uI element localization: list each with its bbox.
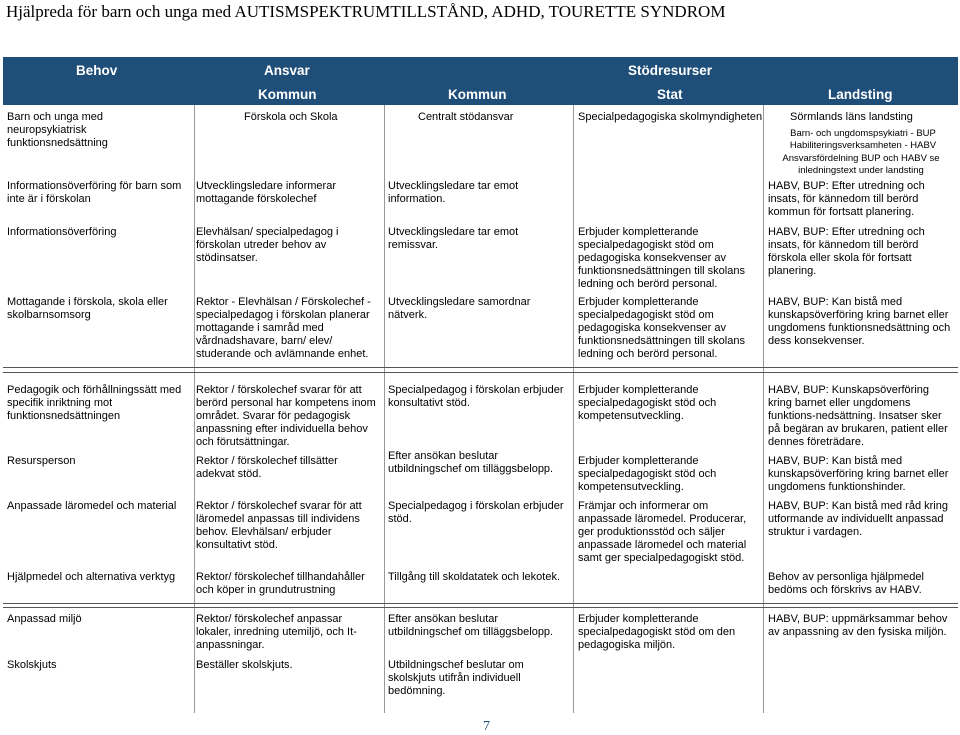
- row-4-forskola-skola: Rektor / förskolechef svarar för att berörd personal har kompetens inom området. Svarar för pedagogisk anpassning efter individuella behov och förutsättningar.: [196, 384, 376, 448]
- header-kommun-1: Kommun: [258, 87, 317, 102]
- row-1-centralt-stodansvar: Utvecklingsledare tar emot information.: [388, 180, 519, 205]
- row-7-behov: Hjälpmedel och alternativa verktyg: [7, 571, 176, 583]
- row-8-forskola-skola: Rektor/ förskolechef anpassar lokaler, inredning utemiljö, och It-anpassningar.: [196, 613, 357, 651]
- page-number: 7: [483, 719, 490, 734]
- row-5-landsting: HABV, BUP: Kan bistå med kunskapsöverföring kring barnet eller ungdomens funktionshinder.: [768, 455, 949, 493]
- row-6-forskola-skola: Rektor / förskolechef svarar för att läromedel anpassas till individens behov. Elevhälsan/ erbjuder konsultativt stöd.: [196, 500, 362, 551]
- subheader-landsting-note-1: Barn- och ungdomspsykiatri - BUP Habiliteringsverksamheten - HABV: [789, 128, 937, 151]
- subheader-forskola-skola: Förskola och Skola: [244, 111, 338, 123]
- column-divider: [194, 105, 195, 713]
- subheader-centralt-stodansvar: Centralt stödansvar: [418, 111, 514, 123]
- page-title: Hjälpreda för barn och unga med AUTISMSPEKTRUMTILLSTÅND, ADHD, TOURETTE SYNDROM: [6, 2, 726, 21]
- row-2-landsting: HABV, BUP: Efter utredning och insats, för kännedom till berörd förskola eller skola för fortsatt planering.: [768, 226, 925, 277]
- section-divider: [3, 607, 958, 608]
- subheader-target-group: Barn och unga med neuropsykiatrisk funktionsnedsättning: [7, 111, 108, 149]
- row-4-spsm: Erbjuder kompletterande specialpedagogiskt stöd och kompetensutveckling.: [578, 384, 717, 422]
- row-8-behov: Anpassad miljö: [7, 613, 82, 625]
- section-divider: [3, 603, 958, 604]
- row-5-behov: Resursperson: [7, 455, 76, 467]
- row-2-spsm: Erbjuder kompletterande specialpedagogiskt stöd om pedagogiska konsekvenser av funktionsnedsättningen till skolans ledning och berörd personal.: [578, 226, 745, 290]
- row-3-spsm: Erbjuder kompletterande specialpedagogiskt stöd om pedagogiska konsekvenser av funktionsnedsättningen till skolans ledning och berörd personal.: [578, 296, 745, 360]
- row-6-landsting: HABV, BUP: Kan bistå med råd kring utformande av individuellt anpassad struktur i vardagen.: [768, 500, 948, 538]
- row-5-centralt-stodansvar: Efter ansökan beslutar utbildningschef om tilläggsbelopp.: [388, 450, 554, 475]
- header-row-primary: [3, 57, 958, 81]
- row-8-spsm: Erbjuder kompletterande specialpedagogiskt stöd om den pedagogiska miljön.: [578, 613, 736, 651]
- row-9-behov: Skolskjuts: [7, 659, 57, 671]
- row-3-forskola-skola: Rektor - Elevhälsan / Förskolechef - specialpedagog i förskolan planerar mottagande i samråd med vårdnadshavare, barn/ elev/ studerande och avlämnande enhet.: [196, 296, 371, 360]
- row-6-spsm: Främjar och informerar om anpassade läromedel. Producerar, ger produktionsstöd och säljer anpassade läromedel och material samt ger specialpedagogiskt stöd.: [578, 500, 747, 564]
- row-7-centralt-stodansvar: Tillgång till skoldatatek och lekotek.: [388, 571, 561, 583]
- row-2-forskola-skola: Elevhälsan/ specialpedagog i förskolan utreder behov av stödinsatser.: [196, 226, 339, 264]
- row-6-centralt-stodansvar: Specialpedagog i förskolan erbjuder stöd.: [388, 500, 564, 525]
- row-1-landsting: HABV, BUP: Efter utredning och insats, för kännedom till berörd kommun för fortsatt planering.: [768, 180, 925, 218]
- section-divider: [3, 367, 958, 368]
- row-2-centralt-stodansvar: Utvecklingsledare tar emot remissvar.: [388, 226, 519, 251]
- column-divider: [763, 105, 764, 713]
- header-ansvar: Ansvar: [264, 63, 310, 78]
- subheader-landsting: Sörmlands läns landsting: [790, 111, 913, 123]
- row-6-behov: Anpassade läromedel och material: [7, 500, 177, 512]
- header-kommun-2: Kommun: [448, 87, 507, 102]
- row-8-landsting: HABV, BUP: uppmärksammar behov av anpassning av den fysiska miljön.: [768, 613, 948, 638]
- header-stat: Stat: [657, 87, 683, 102]
- header-behov: Behov: [76, 63, 118, 78]
- row-3-behov: Mottagande i förskola, skola eller skolbarnsomsorg: [7, 296, 168, 321]
- section-divider: [3, 372, 958, 373]
- row-8-centralt-stodansvar: Efter ansökan beslutar utbildningschef om tilläggsbelopp.: [388, 613, 554, 638]
- row-3-centralt-stodansvar: Utvecklingsledare samordnar nätverk.: [388, 296, 531, 321]
- subheader-spsm: Specialpedagogiska skolmyndigheten: [578, 111, 763, 123]
- row-9-forskola-skola: Beställer skolskjuts.: [196, 659, 293, 671]
- header-stodresurser: Stödresurser: [628, 63, 713, 78]
- row-2-behov: Informationsöverföring: [7, 226, 117, 238]
- row-4-centralt-stodansvar: Specialpedagog i förskolan erbjuder konsultativt stöd.: [388, 384, 564, 409]
- row-3-landsting: HABV, BUP: Kan bistå med kunskapsöverföring kring barnet eller ungdomens funktionsnedsättning och dess konsekvenser.: [768, 296, 951, 347]
- row-7-landsting: Behov av personliga hjälpmedel bedöms och förskrivs av HABV.: [768, 571, 924, 596]
- row-1-behov: Informationsöverföring för barn som inte är i förskolan: [7, 180, 182, 205]
- column-divider: [573, 105, 574, 713]
- row-5-forskola-skola: Rektor / förskolechef tillsätter adekvat stöd.: [196, 455, 338, 480]
- row-5-spsm: Erbjuder kompletterande specialpedagogiskt stöd och kompetensutveckling.: [578, 455, 717, 493]
- header-landsting: Landsting: [828, 87, 893, 102]
- column-divider: [384, 105, 385, 713]
- row-1-forskola-skola: Utvecklingsledare informerar mottagande förskolechef: [196, 180, 336, 205]
- subheader-landsting-note-2: Ansvarsfördelning BUP och HABV se inledningstext under landsting: [782, 153, 940, 176]
- row-7-forskola-skola: Rektor/ förskolechef tillhandahåller och köper in grundutrustning: [196, 571, 365, 596]
- row-4-landsting: HABV, BUP: Kunskapsöverföring kring barnet eller ungdomens funktions-nedsättning. Insatser sker på begäran av brukaren, patient eller dennes företrädare.: [768, 384, 948, 448]
- row-9-centralt-stodansvar: Utbildningschef beslutar om skolskjuts utifrån individuell bedömning.: [388, 659, 524, 697]
- row-4-behov: Pedagogik och förhållningssätt med specifik inriktning mot funktionsnedsättningen: [7, 384, 182, 422]
